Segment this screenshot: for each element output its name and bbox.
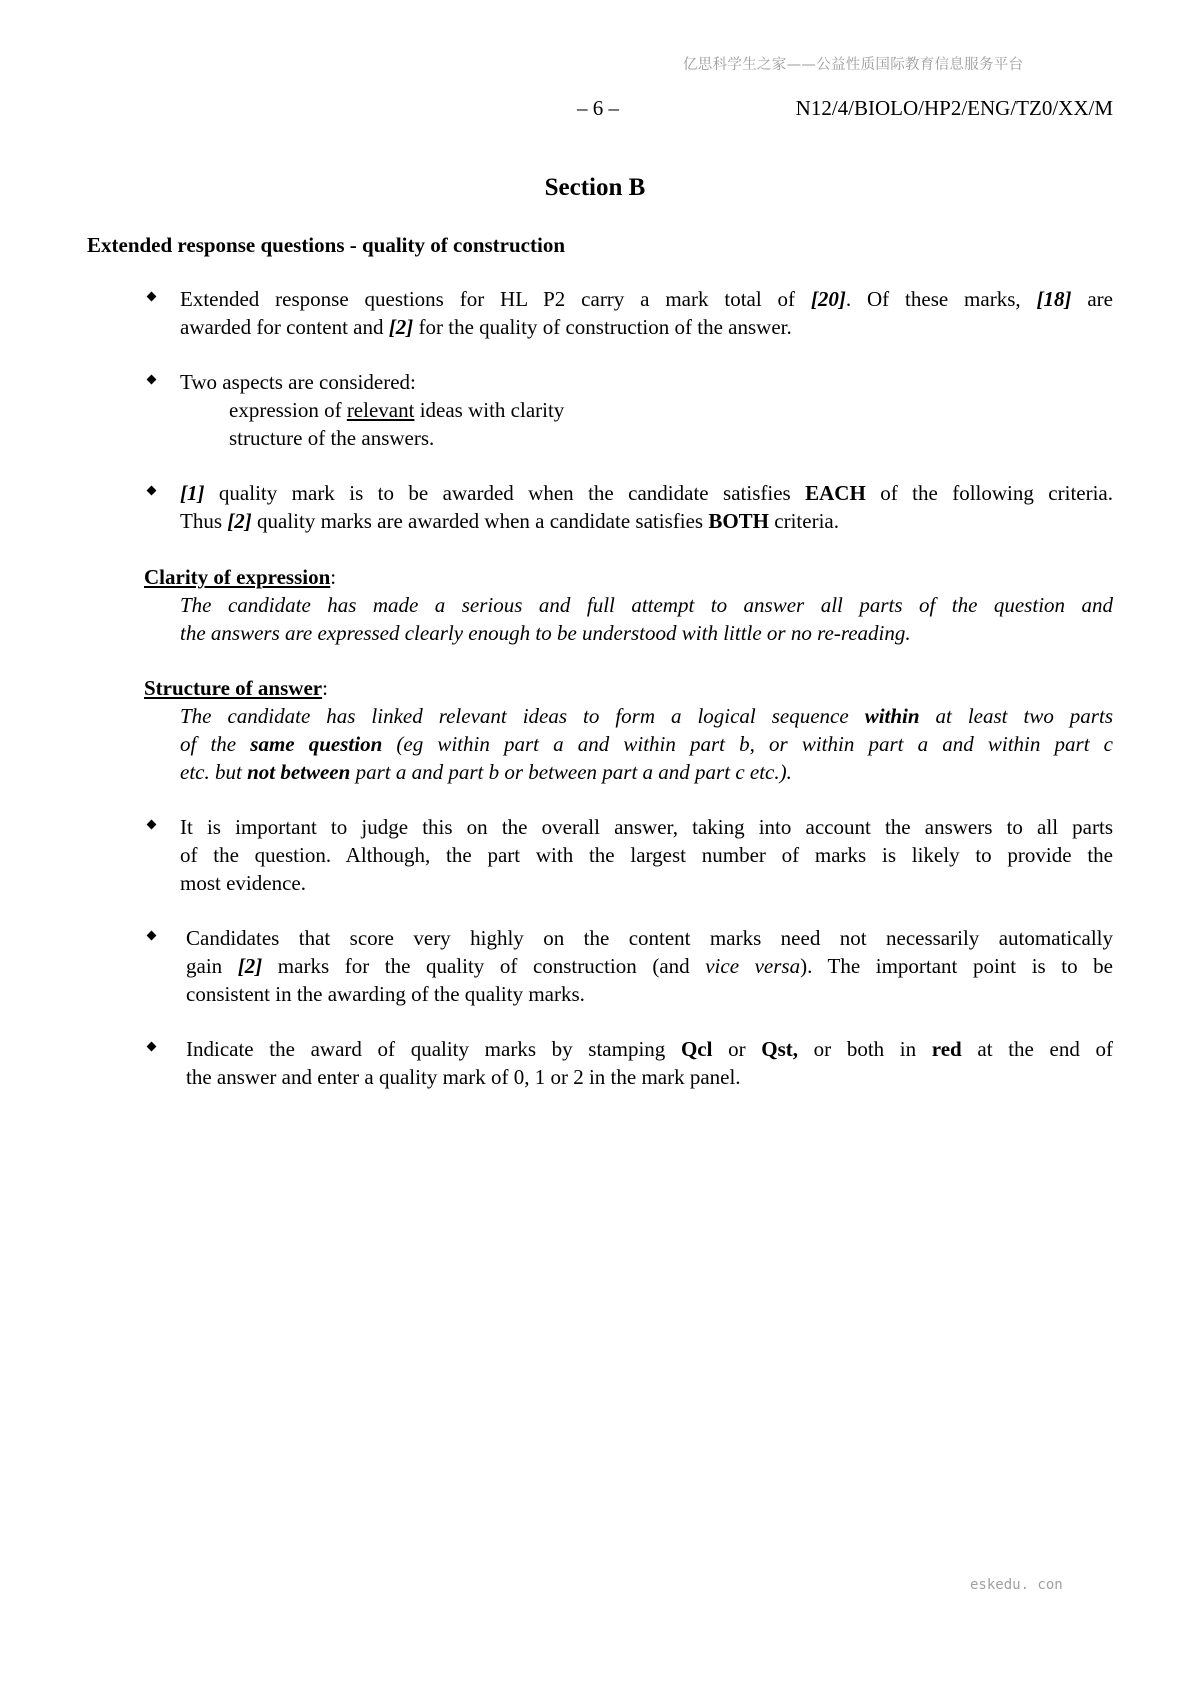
text-line: It is important to judge this on the overall answer, taking into account the answers to all parts xyxy=(180,815,1113,839)
text-line: most evidence. xyxy=(180,871,306,895)
page-number: – 6 – xyxy=(577,96,619,120)
diamond-bullet-icon xyxy=(147,375,156,384)
diamond-bullet-icon xyxy=(147,292,156,301)
aspect-item: structure of the answers. xyxy=(229,426,435,450)
text-line: the answers are expressed clearly enough to be understood with little or no re-reading. xyxy=(180,621,911,645)
clarity-label: Clarity of expression: xyxy=(144,565,337,589)
watermark-bottom: eskedu. con xyxy=(970,1577,1063,1593)
sub-heading: Extended response questions - quality of construction xyxy=(87,233,565,257)
text-line: consistent in the awarding of the quality marks. xyxy=(186,982,585,1006)
text-line: Extended response questions for HL P2 carry a mark total of [20]. Of these marks, [18] are xyxy=(180,287,1113,311)
text-line: The candidate has made a serious and full attempt to answer all parts of the question and xyxy=(180,593,1113,617)
text-line: [1] quality mark is to be awarded when the candidate satisfies EACH of the following criteria. xyxy=(180,481,1114,505)
text-line: awarded for content and [2] for the quality of construction of the answer. xyxy=(180,315,792,339)
diamond-bullet-icon xyxy=(147,486,156,495)
text-line: of the same question (eg within part a and within part b, or within part a and within part c xyxy=(180,732,1113,756)
text-line: etc. but not between part a and part b or between part a and part c etc.). xyxy=(180,760,792,784)
text-line: Two aspects are considered: xyxy=(180,370,416,394)
text-line: The candidate has linked relevant ideas to form a logical sequence within at least two parts xyxy=(180,704,1113,728)
document-code: N12/4/BIOLO/HP2/ENG/TZ0/XX/M xyxy=(795,96,1113,120)
text-line: gain [2] marks for the quality of construction (and vice versa). The important point is to be xyxy=(186,954,1114,978)
diamond-bullet-icon xyxy=(147,931,156,940)
structure-label: Structure of answer: xyxy=(144,676,328,700)
diamond-bullet-icon xyxy=(147,1042,156,1051)
watermark-top: 亿思科学生之家——公益性质国际教育信息服务平台 xyxy=(683,57,1024,73)
text-line: Candidates that score very highly on the content marks need not necessarily automatically xyxy=(186,926,1113,950)
text-line: of the question. Although, the part with the largest number of marks is likely to provide the xyxy=(180,843,1113,867)
text-line: Indicate the award of quality marks by stamping Qcl or Qst, or both in red at the end of xyxy=(186,1037,1113,1061)
text-line: Thus [2] quality marks are awarded when a candidate satisfies BOTH criteria. xyxy=(180,509,839,533)
diamond-bullet-icon xyxy=(147,820,156,829)
text-line: the answer and enter a quality mark of 0, 1 or 2 in the mark panel. xyxy=(186,1065,741,1089)
section-title: Section B xyxy=(544,174,646,201)
aspect-item: expression of relevant ideas with clarity xyxy=(229,398,565,422)
